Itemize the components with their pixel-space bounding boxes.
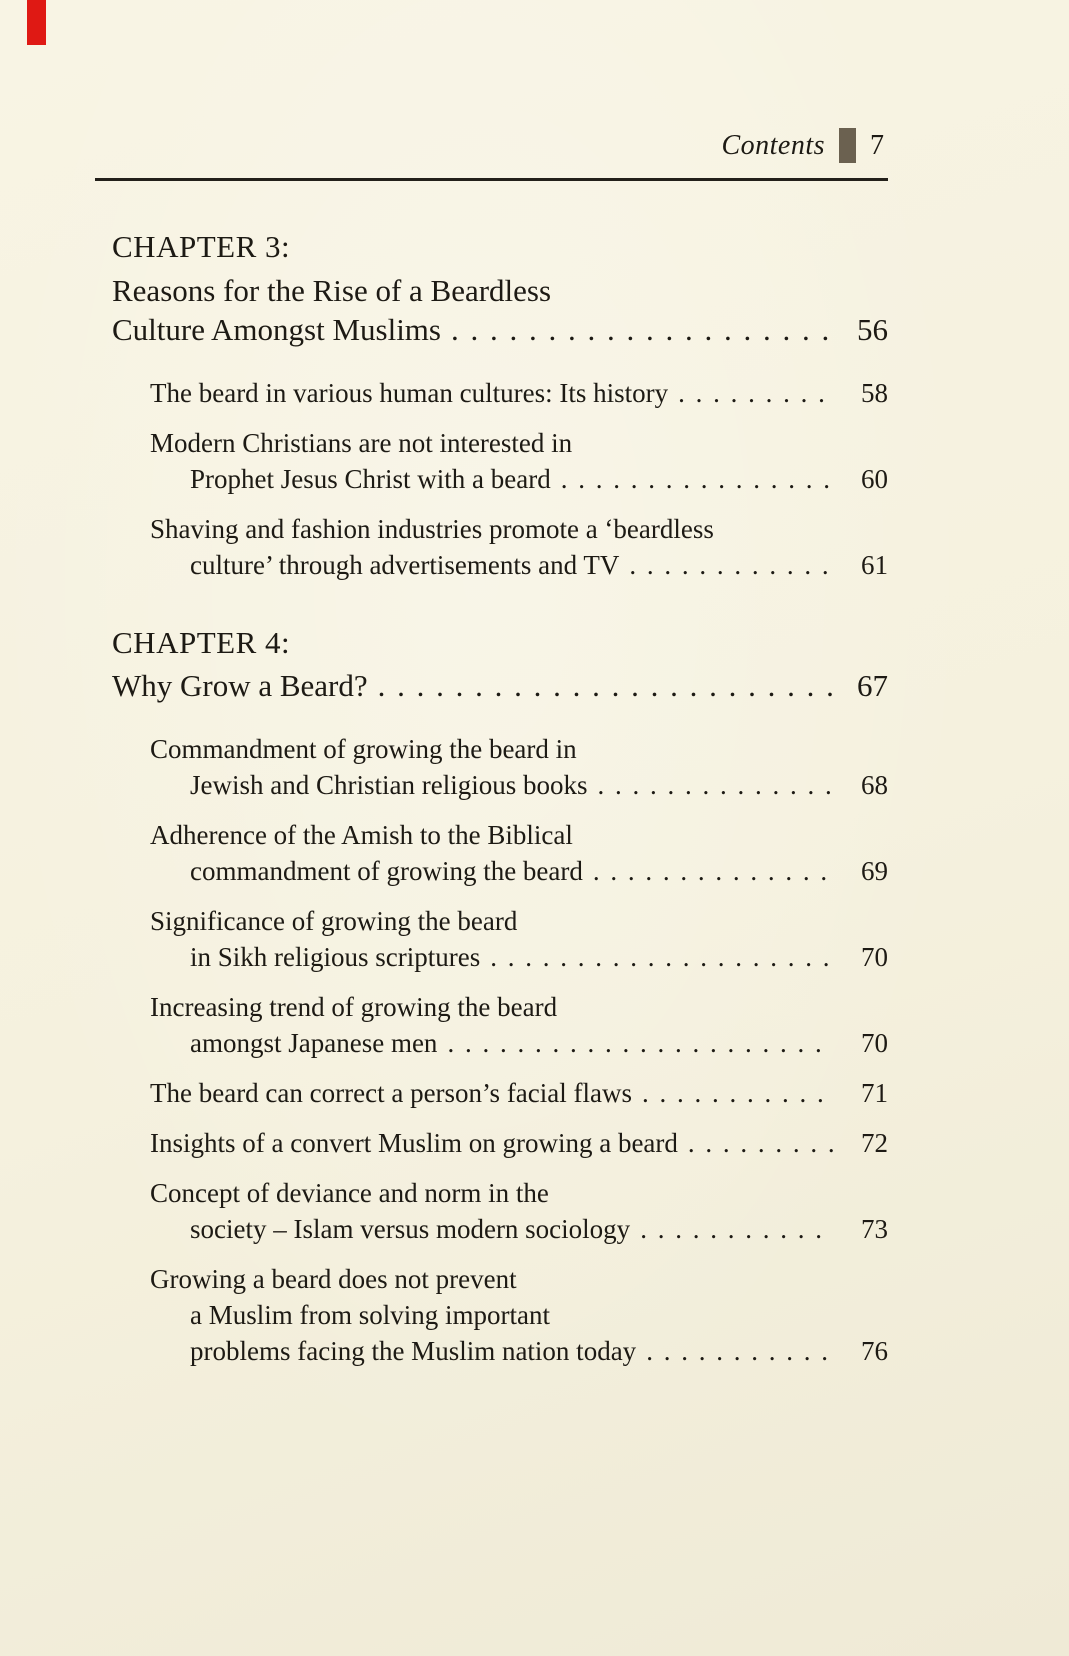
dot-leader <box>629 547 834 583</box>
toc-entry-text: amongst Japanese men <box>190 1028 438 1059</box>
page-content <box>112 128 888 1369</box>
chapter-title-text: Culture Amongst Muslims <box>112 311 441 347</box>
page-header <box>112 128 888 163</box>
toc-entry-page-number: 70 <box>861 942 888 973</box>
toc-entry-text: society – Islam versus modern sociology <box>190 1214 631 1245</box>
dot-leader <box>490 939 834 975</box>
header-block-marker <box>839 128 856 163</box>
toc-entry-line <box>112 1125 888 1161</box>
header-rule <box>95 178 888 181</box>
toc-entry-line: Increasing trend of growing the beard <box>150 992 558 1023</box>
toc-entry-page-number: 70 <box>861 1028 888 1059</box>
dot-leader <box>688 1125 834 1161</box>
toc-entry-line: Growing a beard does not prevent <box>150 1264 517 1295</box>
dot-leader <box>447 1025 834 1061</box>
toc-entry-line <box>112 461 888 497</box>
toc-entry <box>112 1261 888 1369</box>
toc-entry-line <box>112 1025 888 1061</box>
toc-entry-page-number: 69 <box>861 856 888 887</box>
toc-entry-page-number: 68 <box>861 770 888 801</box>
toc-entry-text: culture’ through advertisements and TV <box>190 549 620 580</box>
scan-artifact-red-strip <box>27 0 46 45</box>
toc-chapter <box>112 229 888 583</box>
dot-leader <box>646 1333 834 1369</box>
dot-leader <box>678 375 834 411</box>
toc-entry <box>112 1175 888 1247</box>
dot-leader <box>640 1211 834 1247</box>
toc-entry-text: in Sikh religious scriptures <box>190 942 481 973</box>
toc-entry-page-number: 58 <box>861 377 888 408</box>
toc-entry-line: Shaving and fashion industries promote a ‘beardless <box>150 513 714 544</box>
chapter-title-line <box>112 310 888 349</box>
dot-leader <box>451 310 834 349</box>
toc-entry-line <box>112 1075 888 1111</box>
toc-entry <box>112 375 888 411</box>
dot-leader <box>378 666 834 705</box>
toc-entry-text: Jewish and Christian religious books <box>190 770 588 801</box>
toc-entry-line <box>112 939 888 975</box>
chapter-title-page-number: 67 <box>857 668 888 704</box>
toc-entry-line: Concept of deviance and norm in the <box>150 1178 549 1209</box>
toc-entry-page-number: 71 <box>861 1078 888 1109</box>
chapter-heading: CHAPTER 3: <box>112 229 291 264</box>
toc-entry-page-number: 61 <box>861 549 888 580</box>
running-title: Contents <box>721 129 825 161</box>
toc-entry-line <box>112 547 888 583</box>
toc-entry-line: Commandment of growing the beard in <box>150 734 577 765</box>
toc-entry-page-number: 76 <box>861 1336 888 1367</box>
toc-chapter <box>112 625 888 1370</box>
chapter-title <box>112 666 888 705</box>
chapter-heading: CHAPTER 4: <box>112 624 291 660</box>
dot-leader <box>597 767 834 803</box>
toc-entry-page-number: 60 <box>861 463 888 494</box>
toc-entry <box>112 989 888 1061</box>
toc-entry-text: The beard in various human cultures: Its history <box>150 377 669 408</box>
chapter-title <box>112 271 888 349</box>
toc-entry <box>112 731 888 803</box>
toc-entry-line: Significance of growing the beard <box>150 906 518 937</box>
toc-entry-line <box>112 1333 888 1369</box>
toc-entry <box>112 511 888 583</box>
dot-leader <box>593 853 834 889</box>
toc-entry-line <box>112 853 888 889</box>
toc <box>112 229 888 1369</box>
chapter-title-line <box>112 666 888 705</box>
toc-entry <box>112 1075 888 1111</box>
toc-entry-text: Insights of a convert Muslim on growing a beard <box>150 1128 678 1159</box>
toc-entry <box>112 817 888 889</box>
toc-entry-page-number: 73 <box>861 1214 888 1245</box>
toc-entry-text: commandment of growing the beard <box>190 856 583 887</box>
toc-entry-line: a Muslim from solving important <box>190 1300 550 1331</box>
toc-entry-line <box>112 767 888 803</box>
dot-leader <box>561 461 834 497</box>
toc-entry-text: problems facing the Muslim nation today <box>190 1336 637 1367</box>
page-number: 7 <box>870 129 884 161</box>
toc-entry <box>112 425 888 497</box>
toc-entry-text: Prophet Jesus Christ with a beard <box>190 463 551 494</box>
chapter-title-line: Reasons for the Rise of a Beardless <box>112 272 552 308</box>
toc-entry-line <box>112 1211 888 1247</box>
dot-leader <box>642 1075 834 1111</box>
chapter-title-page-number: 56 <box>857 311 888 347</box>
toc-entry-line <box>112 375 888 411</box>
toc-entry <box>112 1125 888 1161</box>
toc-entry-page-number: 72 <box>861 1128 888 1159</box>
toc-entry-text: The beard can correct a person’s facial flaws <box>150 1078 632 1109</box>
toc-entry-line: Adherence of the Amish to the Biblical <box>150 820 573 851</box>
toc-entry <box>112 903 888 975</box>
chapter-title-text: Why Grow a Beard? <box>112 668 368 704</box>
toc-entry-line: Modern Christians are not interested in <box>150 427 573 458</box>
